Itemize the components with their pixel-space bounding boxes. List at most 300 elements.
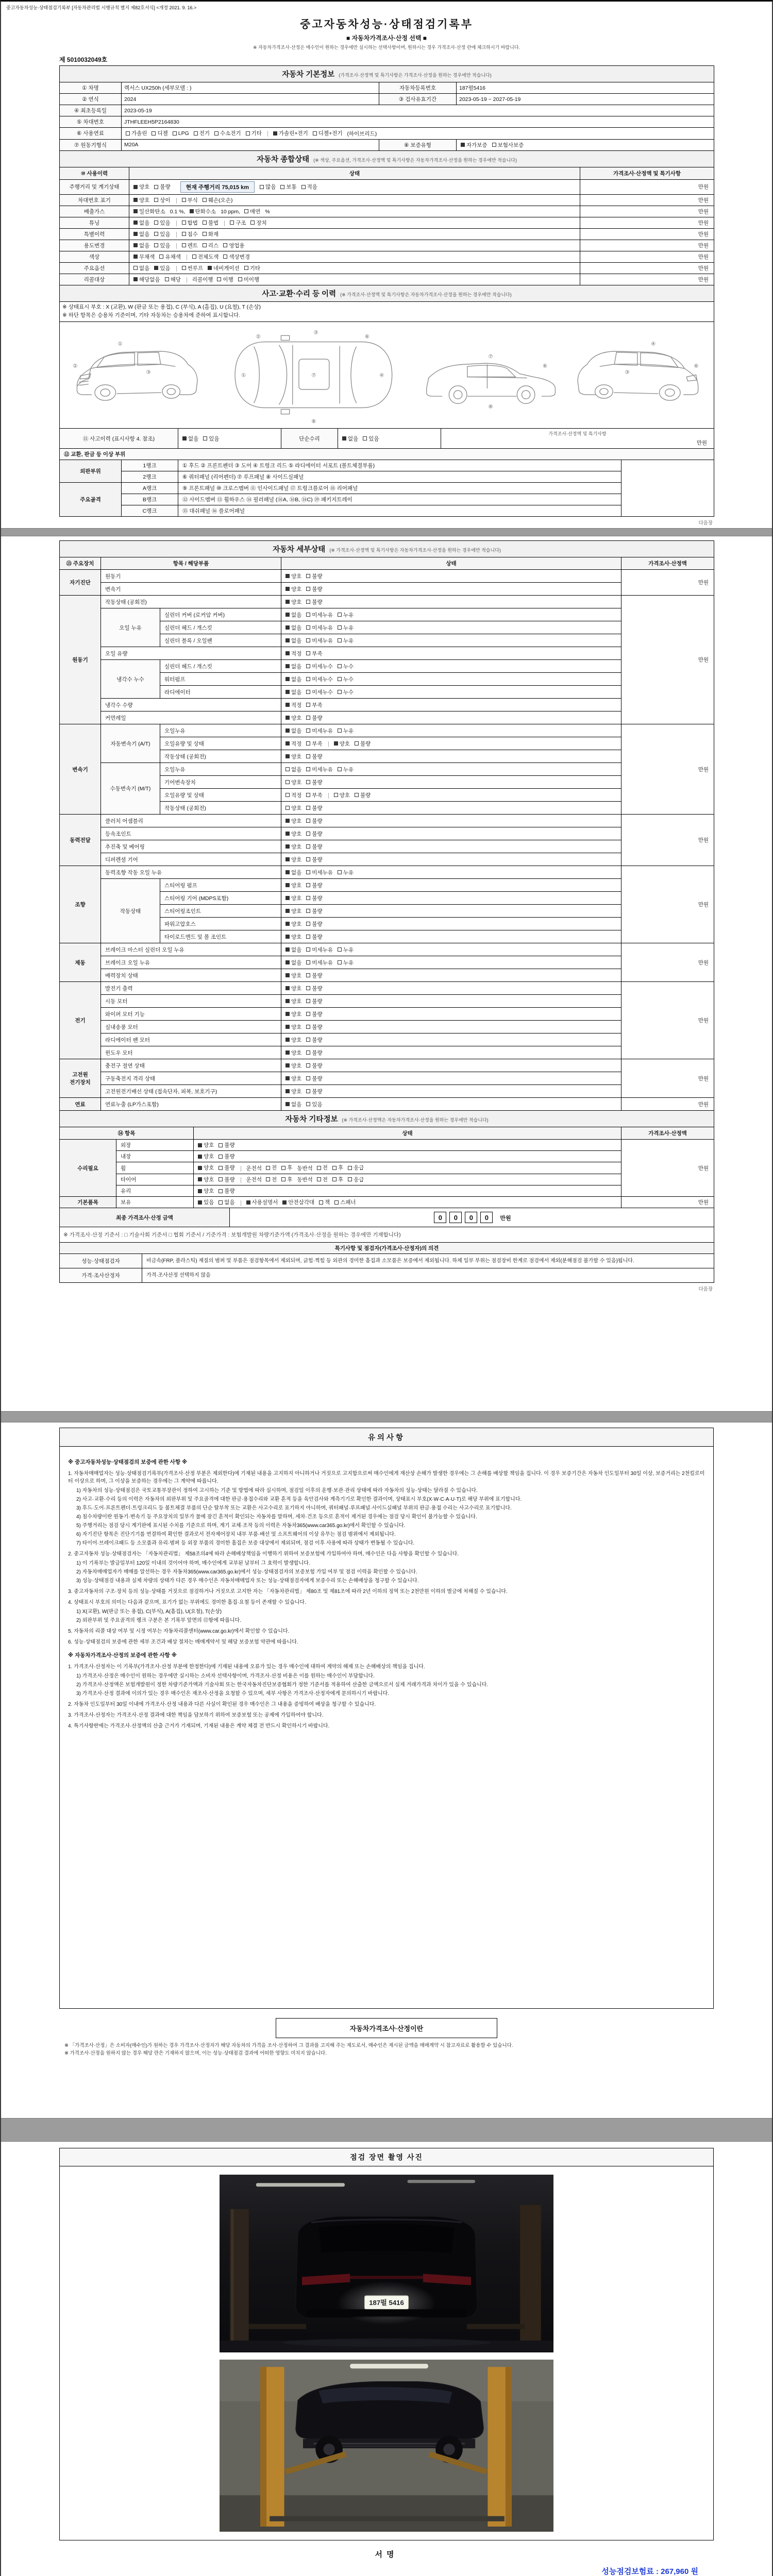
checkbox-양호[interactable]: 양호 [198,1153,214,1160]
checkbox-불량[interactable]: 불량 [355,740,371,748]
checkbox-불량[interactable]: 불량 [219,1187,234,1195]
checkbox-없음[interactable]: 없음 [342,435,358,443]
checkbox-불량[interactable]: 불량 [306,598,322,606]
checkbox-불량[interactable]: 불량 [306,856,322,863]
detail-col-price: 가격조사·산정액 [621,557,714,570]
svg-text:④: ④ [651,341,656,347]
checkbox-양호[interactable]: 양호 [285,1049,301,1057]
checkbox-없음[interactable]: 없음 [219,1198,234,1206]
checkbox-렌트[interactable]: 렌트 [182,242,198,249]
checkbox-미이행[interactable]: 미이행 [238,276,259,283]
checkbox-미세누유[interactable]: 미세누유 [306,869,333,876]
svg-text:⑦: ⑦ [488,353,493,360]
checkbox-불량[interactable]: 불량 [306,933,322,941]
checkbox-양호[interactable]: 양호 [285,778,301,786]
notice-item: 1) X(교환), W(판금 또는 용접), C(부식), A(흠집), U(요철), T(손상) [76,1609,222,1615]
detail-group-price: 만원 [621,724,714,815]
checkbox-불량[interactable]: 불량 [306,1023,322,1031]
detail-item-label: 발전기 출력 [101,982,281,995]
checkbox-불량[interactable]: 불량 [306,997,322,1005]
fuel-options [122,128,714,140]
checkbox-미세누수[interactable]: 미세누수 [306,663,333,670]
checkbox-적음[interactable]: 적음 [301,183,317,191]
detail-item-label: 타이로드엔드 및 볼 조인트 [160,930,281,943]
checkbox-많음[interactable]: 많음 [260,183,276,191]
checkbox-없음[interactable]: 없음 [285,959,301,967]
checkbox-불량[interactable]: 불량 [306,882,322,889]
checkbox-불량[interactable]: 불량 [306,985,322,992]
summary-header-row [60,167,714,179]
summary-row-label: 차대번호 표기 [60,194,129,206]
notice-heading: ※ 자동차가격조사·산정의 보증에 관한 사항 ※ [68,1652,177,1659]
summary-row-state [129,240,580,251]
inline-text: 운전석 [246,1165,262,1172]
legend-line-2: ※ 하단 항목은 승용차 기준이며, 기타 자동차는 승용차에 준하여 표시합니다. [62,312,241,318]
checkbox-양호[interactable]: 양호 [334,740,350,748]
checkbox-누수[interactable]: 누수 [338,663,354,670]
detail-item-state [281,827,621,840]
checkbox-미세누유[interactable]: 미세누유 [306,946,333,954]
detail-item-label: 오일 유량 [101,647,281,660]
checkbox-없음[interactable]: 없음 [182,435,198,443]
remark-text: 가격·조사산정 선택하지 않음 [142,1268,714,1283]
checkbox-양호[interactable]: 양호 [334,791,350,799]
detail-item-state [281,583,621,596]
checkbox-없음[interactable]: 없음 [133,264,149,272]
detail-item-state [281,647,621,660]
checkbox-불량[interactable]: 불량 [306,585,322,593]
checkbox-해당[interactable]: 해당 [165,276,181,283]
detail-item-label: 충전구 절연 상태 [101,1059,281,1072]
detail-item-state [281,673,621,686]
checkbox-영업용[interactable]: 영업용 [223,242,244,249]
checkbox-양호[interactable]: 양호 [285,920,301,928]
checkbox-양호[interactable]: 양호 [285,804,301,812]
checkbox-양호[interactable]: 양호 [285,598,301,606]
checkbox-없음[interactable]: 없음 [285,766,301,773]
page-separator [1,2118,772,2142]
checkbox-없음[interactable]: 없음 [285,675,301,683]
checkbox-안전삼각대[interactable]: 안전삼각대 [282,1198,314,1206]
checkbox-무채색[interactable]: 무채색 [133,253,155,261]
insurance-premium-label: 성능점검보험료 : [601,2567,659,2576]
detail-item-label: 실린더 헤드 / 개스킷 [160,621,281,634]
summary-row-state [129,206,580,217]
checkbox-기타[interactable]: 기타 [244,264,260,272]
checkbox-누수[interactable]: 누수 [338,675,354,683]
detail-item-label: 와이퍼 모터 기능 [101,1008,281,1021]
notice-item: 4. 상태표시 부호의 의미는 다음과 같으며, 표기가 없는 부위에도 경미한 흠집·요철 등이 존재할 수 있습니다. [68,1600,306,1606]
checkbox-없음[interactable]: 없음 [285,1100,301,1108]
checkbox-없음[interactable]: 없음 [285,663,301,670]
svg-text:④: ④ [379,372,384,379]
checkbox-불량[interactable]: 불량 [306,843,322,851]
checkbox-디젤[interactable]: 디젤 [152,129,167,137]
detail-sub-label: 오일 누유 [101,608,160,647]
checkbox-불량[interactable]: 불량 [219,1164,234,1172]
checkbox-후[interactable]: 후 [281,1176,292,1183]
reg-no-label: 자동차등록번호 [379,82,457,94]
checkbox-전[interactable]: 전 [317,1164,328,1172]
checkbox-후[interactable]: 후 [281,1164,292,1172]
checkbox-적정[interactable]: 적정 [285,740,301,748]
inspection-photo-box [59,2148,714,2540]
checkbox-불량[interactable]: 불량 [306,817,322,825]
detail-item-state [281,802,621,815]
checkbox-누유[interactable]: 누유 [338,869,354,876]
checkbox-불량[interactable]: 불량 [306,1075,322,1082]
checkbox-부식[interactable]: 부식 [182,196,198,204]
checkbox-가솔린[interactable]: 가솔린 [126,129,147,137]
checkbox-사용설명서[interactable]: 사용설명서 [246,1198,278,1206]
final-price-label: 최종 가격조사·산정 금액 [60,1208,230,1227]
rank-label: 1랭크 [122,460,178,471]
detail-item-state [281,596,621,608]
checkbox-자가보증[interactable]: 자가보증 [461,141,488,149]
other-item-state [194,1185,621,1197]
summary-row-label: 주행거리 및 계기상태 [60,179,129,194]
checkbox-양호[interactable]: 양호 [133,196,149,204]
checkbox-화재[interactable]: 화재 [203,230,219,238]
checkbox-불량[interactable]: 불량 [306,1049,322,1057]
checkbox-양호[interactable]: 양호 [285,933,301,941]
inspection-period-value: 2023-05-19 ~ 2027-05-19 [457,94,714,105]
final-price-note: ※ 가격조사·산정 기준서 : □ 기술사회 기준서 □ 협회 기준서 / 기준가격 : 보험개발원 차량기준가액 (가격조사·산정을 원하는 경우에만 기재합니다) [60,1227,714,1243]
accident-diagram-row [60,321,714,429]
checkbox-해당없음[interactable]: 해당없음 [133,276,160,283]
photo-section-title: 점검 장면 촬영 사진 [60,2148,713,2166]
checkbox-구조[interactable]: 구조 [230,219,246,227]
checkbox-양호[interactable]: 양호 [133,183,149,191]
checkbox-LPG[interactable]: LPG [173,130,189,137]
checkbox-합법[interactable]: 합법 [182,219,198,227]
detail-row [60,1046,714,1059]
remark-who: 가격·조사산정자 [60,1268,142,1283]
checkbox-적정[interactable]: 적정 [285,701,301,709]
checkbox-부족[interactable]: 부족 [306,650,322,657]
checkbox-매연[interactable]: 매연 [244,208,260,215]
checkbox-있음[interactable]: 있음 [154,242,170,249]
checkbox-없음[interactable]: 없음 [285,688,301,696]
detail-row [60,879,714,892]
summary-table [59,150,714,286]
simple-repair-options [338,429,441,449]
notice-item: 2) 외판부위 및 주요골격의 랭크 구분은 본 기록부 앞면의 ⑫항에 따릅니다. [76,1618,241,1624]
checkbox-양호[interactable]: 양호 [285,830,301,838]
checkbox-불량[interactable]: 불량 [306,804,322,812]
next-page-indicator: 다음장 [698,520,713,527]
summary-row [60,217,714,228]
summary-row [60,228,714,240]
summary-row-label: 색상 [60,251,129,262]
detail-row [60,570,714,583]
checkbox-전기[interactable]: 전기 [194,129,210,137]
checkbox-적정[interactable]: 적정 [285,650,301,657]
checkbox-양호[interactable]: 양호 [285,985,301,992]
document-title: 중고자동차성능·상태점검기록부 [300,19,473,30]
detail-item-label: 오일누유 [160,763,281,776]
checkbox-전[interactable]: 전 [317,1176,328,1183]
detail-item-label: 변속기 [101,583,281,596]
checkbox-있음[interactable]: 있음 [154,230,170,238]
detail-item-state [281,1008,621,1021]
checkbox-양호[interactable]: 양호 [285,907,301,915]
checkbox-수소전기[interactable]: 수소전기 [214,129,241,137]
checkbox-양호[interactable]: 양호 [285,714,301,722]
svg-text:⑥: ⑥ [364,333,369,340]
checkbox-불량[interactable]: 불량 [306,1010,322,1018]
checkbox-양호[interactable]: 양호 [285,572,301,580]
checkbox-응급[interactable]: 응급 [348,1164,364,1172]
checkbox-미세누유[interactable]: 미세누유 [306,611,333,619]
checkbox-없음[interactable]: 없음 [285,869,301,876]
detail-item-state [281,776,621,789]
rank-parts: ⑫ 사이드멤버 ⑬ 휠하우스 ⑭ 필러패널 (⑭A, ⑭B, ⑭C) ⑲ 패키지트레이 [178,494,621,505]
checkbox-없음[interactable]: 없음 [285,946,301,954]
checkbox-양호[interactable]: 양호 [285,753,301,760]
checkbox-누유[interactable]: 누유 [338,624,354,632]
notice-heading: ※ 중고자동차성능·상태점검의 보증에 관한 사항 ※ [68,1459,188,1466]
checkbox-불량[interactable]: 불량 [306,778,322,786]
accident-history-label: ⑪ 사고이력 (표시사항 4. 참조) [60,429,178,449]
checkbox-전[interactable]: 전 [266,1164,277,1172]
checkbox-불량[interactable]: 불량 [306,907,322,915]
checkbox-양호[interactable]: 양호 [285,856,301,863]
inline-text: 리콜이행 [192,277,213,283]
detail-row [60,969,714,982]
checkbox-양호[interactable]: 양호 [285,585,301,593]
checkbox-없음[interactable]: 없음 [133,230,149,238]
detail-item-state [281,956,621,969]
rank-label: A랭크 [122,483,178,494]
checkbox-누유[interactable]: 누유 [338,766,354,773]
inline-text: (하이브리드) [347,130,377,137]
checkbox-양호[interactable]: 양호 [285,817,301,825]
checkbox-이행[interactable]: 이행 [217,276,233,283]
checkbox-전체도색[interactable]: 전체도색 [192,253,219,261]
checkbox-미세누유[interactable]: 미세누유 [306,727,333,735]
checkbox-불량[interactable]: 불량 [219,1176,234,1183]
checkbox-불량[interactable]: 불량 [355,791,371,799]
model-year-value: 2024 [122,94,379,105]
other-item-label: 보유 [116,1197,194,1208]
checkbox-불량[interactable]: 불량 [306,1088,322,1095]
checkbox-양호[interactable]: 양호 [198,1141,214,1149]
checkbox-양호[interactable]: 양호 [285,972,301,979]
basic-section-title: 자동차 기본정보 (가격조사·산정액 및 특기사항은 가격조사·산정을 원하는 경우에만 적습니다) [60,66,714,82]
detail-item-state [281,724,621,737]
checkbox-잭[interactable]: 잭 [319,1198,330,1206]
checkbox-미세누유[interactable]: 미세누유 [306,766,333,773]
engine-type-value: M20A [122,139,379,150]
checkbox-적정[interactable]: 적정 [285,791,301,799]
inspection-period-label: ③ 검사유효기간 [379,94,457,105]
other-item-state [194,1174,621,1185]
other-row [60,1197,714,1208]
summary-row-price: 만원 [580,251,714,262]
checkbox-불량[interactable]: 불량 [306,1036,322,1044]
notice-box [59,1428,714,2009]
detail-item-label: 기어변속장치 [160,776,281,789]
checkbox-양호[interactable]: 양호 [285,843,301,851]
checkbox-침수[interactable]: 침수 [182,230,198,238]
checkbox-없음[interactable]: 없음 [285,637,301,645]
accident-section-title: 사고·교환·수리 등 이력 (※ 가격조사·산정액 및 특기사항은 자동차가격조사·산정을 원하는 경우에만 적습니다) [60,285,714,302]
detail-item-state [281,995,621,1008]
checkbox-불량[interactable]: 불량 [154,183,170,191]
checkbox-있음[interactable]: 있음 [203,435,219,443]
checkbox-없음[interactable]: 없음 [133,219,149,227]
detail-group-price: 만원 [621,570,714,596]
checkbox-누유[interactable]: 누유 [338,727,354,735]
checkbox-미세누유[interactable]: 미세누유 [306,959,333,967]
checkbox-미세누유[interactable]: 미세누유 [306,624,333,632]
checkbox-없음[interactable]: 없음 [285,727,301,735]
checkbox-양호[interactable]: 양호 [198,1187,214,1195]
checkbox-양호[interactable]: 양호 [198,1164,214,1172]
checkbox-누수[interactable]: 누수 [338,688,354,696]
detail-row [60,956,714,969]
checkbox-양호[interactable]: 양호 [285,1010,301,1018]
rank-parts: ⑮ 대쉬패널 ⑯ 플로어패널 [178,505,621,517]
final-price-row [60,1208,714,1227]
checkbox-양호[interactable]: 양호 [198,1176,214,1183]
checkbox-상이[interactable]: 상이 [154,196,170,204]
detail-item-state [281,789,621,802]
checkbox-불량[interactable]: 불량 [306,830,322,838]
checkbox-탄화수소[interactable]: 탄화수소 [190,208,216,215]
detail-item-label: 커먼레일 [101,711,281,724]
checkbox-불량[interactable]: 불량 [306,972,322,979]
checkbox-누유[interactable]: 누유 [338,959,354,967]
checkbox-기타[interactable]: 기타 [246,129,262,137]
detail-item-label: 원동기 [101,570,281,583]
checkbox-불법[interactable]: 불법 [203,219,219,227]
engine-type-label: ⑦ 원동기형식 [60,139,122,150]
checkbox-양호[interactable]: 양호 [285,894,301,902]
checkbox-미세누유[interactable]: 미세누유 [306,637,333,645]
checkbox-불량[interactable]: 불량 [219,1153,234,1160]
other-group-price: 만원 [621,1140,714,1197]
detail-item-label: 윈도우 모터 [101,1046,281,1059]
detail-row [60,1098,714,1111]
checkbox-보통[interactable]: 보통 [280,183,296,191]
checkbox-양호[interactable]: 양호 [285,1075,301,1082]
checkbox-부족[interactable]: 부족 [306,791,322,799]
summary-row-price: 만원 [580,179,714,194]
checkbox-없음[interactable]: 없음 [285,624,301,632]
other-row [60,1185,714,1197]
checkbox-있음[interactable]: 있음 [306,1100,322,1108]
checkbox-응급[interactable]: 응급 [348,1176,364,1183]
checkbox-네비게이션[interactable]: 네비게이션 [208,264,240,272]
other-group-label: 수리필요 [60,1140,116,1197]
checkbox-후[interactable]: 후 [332,1176,343,1183]
detail-row [60,943,714,956]
checkbox-누유[interactable]: 누유 [338,637,354,645]
checkbox-부족[interactable]: 부족 [306,740,322,748]
other-item-state [194,1151,621,1162]
checkbox-없음[interactable]: 없음 [285,611,301,619]
checkbox-보험사보증[interactable]: 보험사보증 [492,141,524,149]
checkbox-미세누수[interactable]: 미세누수 [306,688,333,696]
checkbox-리스[interactable]: 리스 [203,242,219,249]
detail-item-label: 작동상태 (공회전) [101,596,281,608]
vin-label: ⑤ 차대번호 [60,116,122,128]
checkbox-양호[interactable]: 양호 [285,997,301,1005]
checkbox-훼손(오손)[interactable]: 훼손(오손) [203,196,233,204]
checkbox-미세누수[interactable]: 미세누수 [306,675,333,683]
checkbox-불량[interactable]: 불량 [306,753,322,760]
detail-item-label: 워터펌프 [160,673,281,686]
checkbox-양호[interactable]: 양호 [285,1023,301,1031]
checkbox-있음[interactable]: 있음 [198,1198,214,1206]
summary-row-price: 만원 [580,240,714,251]
checkbox-불량[interactable]: 불량 [306,894,322,902]
checkbox-부족[interactable]: 부족 [306,701,322,709]
checkbox-후[interactable]: 후 [332,1164,343,1172]
notice-item: 3) 후드·도어·프론트펜더·트렁크리드 등 볼트체결 부품의 단순 탈부착 또는 교환은 사고수리로 표기하지 아니하며, 쿼터패널·루프패널·사이드실패널 부위의 판금·용접 수리는 사고수리로 표기합니다. [76,1505,512,1512]
other-item-label: 유리 [116,1185,194,1197]
checkbox-양호[interactable]: 양호 [285,882,301,889]
basic-row-engine [60,139,714,150]
detail-section-title: 자동차 세부상태 (※ 가격조사·산정액 및 특기사항은 자동차가격조사·산정을 원하는 경우에만 적습니다) [60,541,714,557]
checkbox-불량[interactable]: 불량 [306,714,322,722]
detail-item-label: 구동축전지 격리 상태 [101,1072,281,1085]
detail-item-state [281,621,621,634]
inline-text: 동반석 [297,1177,313,1183]
checkbox-불량[interactable]: 불량 [306,572,322,580]
checkbox-양호[interactable]: 양호 [285,1088,301,1095]
checkbox-있음[interactable]: 있음 [154,219,170,227]
accident-price-value: 만원 [696,440,708,447]
checkbox-있음[interactable]: 있음 [363,435,379,443]
checkbox-썬루프[interactable]: 썬루프 [182,264,203,272]
checkbox-스패너[interactable]: 스패너 [334,1198,356,1206]
checkbox-누유[interactable]: 누유 [338,946,354,954]
rank-row [60,494,714,505]
notice-item: 3) 성능·상태점검 내용과 실제 차량의 상태가 다른 경우 매수인은 자동차매매업자 또는 성능·상태점검자에게 보증수리 또는 손해배상을 청구할 수 있습니다. [76,1578,419,1584]
checkbox-양호[interactable]: 양호 [285,1036,301,1044]
checkbox-유채색[interactable]: 유채색 [159,253,180,261]
checkbox-색상변경[interactable]: 색상변경 [223,253,250,261]
checkbox-없음[interactable]: 없음 [133,242,149,249]
other-group-label: 기본품목 [60,1197,116,1208]
checkbox-가솔린+전기[interactable]: 가솔린+전기 [273,129,308,137]
detail-item-label: 등속조인트 [101,827,281,840]
checkbox-전[interactable]: 전 [266,1176,277,1183]
checkbox-불량[interactable]: 불량 [306,920,322,928]
detail-item-state [281,686,621,699]
detail-item-state [281,879,621,892]
other-item-state [194,1162,621,1174]
detail-item-label: 스티어링 기어 (MDPS포함) [160,892,281,905]
ceiling-light [256,2183,345,2187]
checkbox-불량[interactable]: 불량 [219,1141,234,1149]
checkbox-장치[interactable]: 장치 [250,219,266,227]
price-digit: 0 [449,1212,462,1223]
checkbox-양호[interactable]: 양호 [285,1062,301,1070]
checkbox-불량[interactable]: 불량 [306,1062,322,1070]
checkbox-누유[interactable]: 누유 [338,611,354,619]
checkbox-디젤+전기[interactable]: 디젤+전기 [313,129,343,137]
detail-item-state [281,866,621,879]
checkbox-일산화탄소[interactable]: 일산화탄소 [133,208,165,215]
basic-info-table [59,65,714,151]
detail-group-label: 제동 [60,943,101,982]
rank-label: C랭크 [122,505,178,517]
checkbox-있음[interactable]: 있음 [154,264,170,272]
